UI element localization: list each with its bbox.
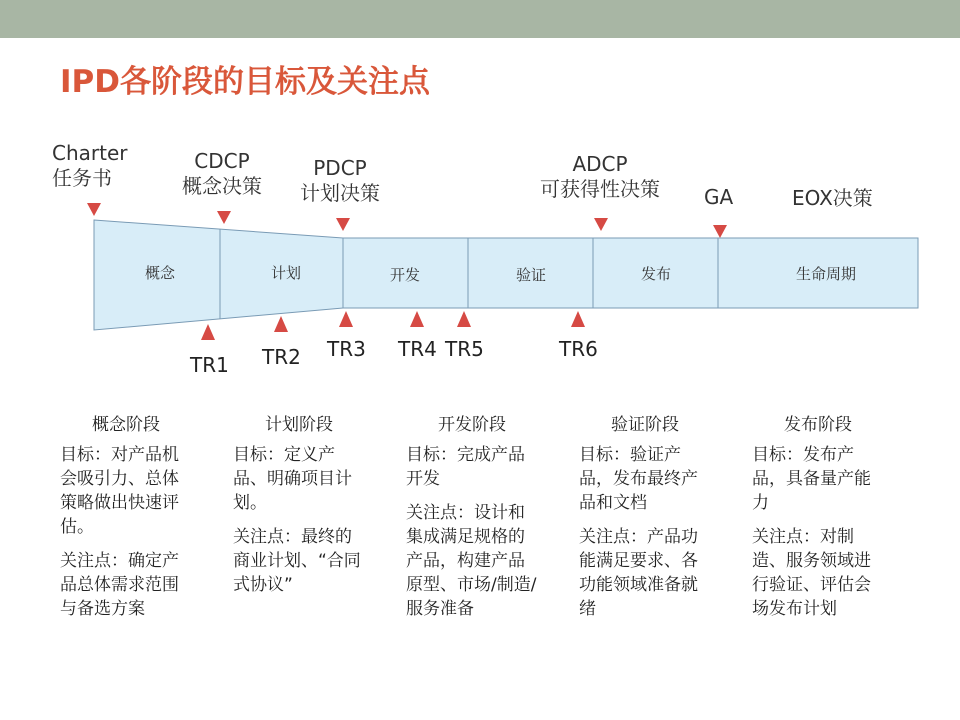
column-focus: 关注点：最终的商业计划、“合同式协议” [233,527,361,595]
tr4-label: TR4 [398,337,437,361]
verify-column [579,410,711,631]
plan-column [233,410,365,607]
column-heading: 验证阶段 [611,415,679,435]
tr4-marker [410,311,424,327]
stage-plan: 计划 [270,264,301,282]
launch-column [752,410,884,631]
charter-line1: Charter [52,141,128,165]
column-heading: 概念阶段 [92,415,160,435]
tr5-marker [457,311,471,327]
adcp-line2: 可获得性决策 [540,177,660,201]
tr1-label: TR1 [190,353,229,377]
charter-line2: 任务书 [52,166,112,190]
tr3-label: TR3 [327,337,366,361]
develop-column [406,410,538,631]
tr1-marker [201,324,215,340]
pdcp-line2: 计划决策 [300,181,380,205]
column-heading: 计划阶段 [265,415,333,435]
cdcp-line2: 概念决策 [182,174,262,198]
ga-label: GA [704,185,734,209]
column-goal: 目标：定义产品、明确项目计划。 [233,445,352,513]
column-goal: 目标：验证产品，发布最终产品和文档 [579,445,698,513]
column-focus: 关注点：确定产品总体需求范围与备选方案 [60,551,179,619]
tr6-label: TR6 [559,337,598,361]
column-goal: 目标：对产品机会吸引力、总体策略做出快速评估。 [60,445,179,537]
stage-launch: 发布 [640,265,671,283]
stage-lifecycle: 生命周期 [795,265,856,283]
eox-label: EOX决策 [792,186,873,210]
tr3-marker [339,311,353,327]
column-goal: 目标：完成产品开发 [406,445,525,489]
column-focus: 关注点：对制造、服务领域进行验证、评估会场发布计划 [752,527,871,619]
concept-column [60,410,192,631]
page-title: IPD各阶段的目标及关注点 [60,64,430,100]
column-focus: 关注点：设计和集成满足规格的产品，构建产品原型、市场/制造/服务准备 [406,503,537,619]
column-heading: 开发阶段 [438,415,506,435]
tr6-marker [571,311,585,327]
pdcp-line1: PDCP [313,156,367,180]
stage-develop: 开发 [389,266,420,284]
tr5-label: TR5 [445,337,484,361]
tr2-marker [274,316,288,332]
stage-verify: 验证 [515,266,546,284]
tr2-label: TR2 [262,345,301,369]
column-heading: 发布阶段 [784,415,852,435]
cdcp-line1: CDCP [194,149,250,173]
column-goal: 目标：发布产品，具备量产能力 [752,445,871,513]
adcp-line1: ADCP [572,152,628,176]
column-focus: 关注点：产品功能满足要求、各功能领域准备就绪 [579,527,698,619]
stage-concept: 概念 [144,264,175,282]
